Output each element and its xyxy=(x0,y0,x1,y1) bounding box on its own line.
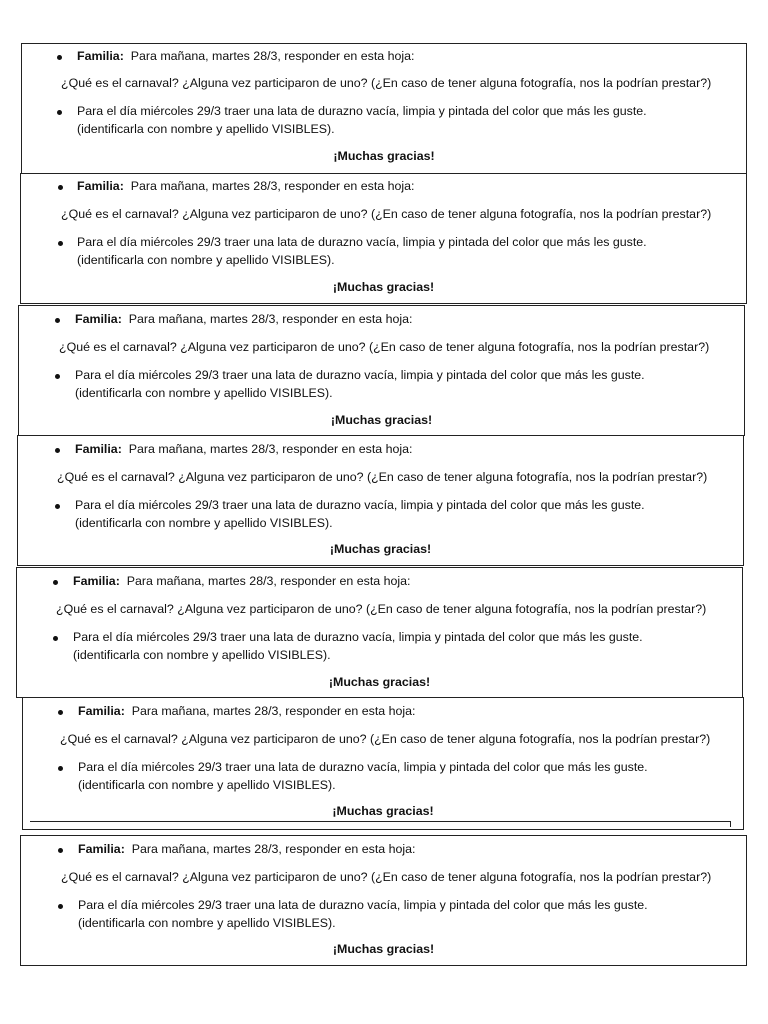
family-instruction xyxy=(78,703,416,720)
thanks-text: ¡Muchas gracias! xyxy=(332,804,434,818)
bullet-icon xyxy=(58,185,63,190)
family-instruction xyxy=(75,311,413,328)
request-line-1: Para el día miércoles 29/3 traer una lata de durazno vacía, limpia y pintada del color que más les guste. xyxy=(77,235,647,249)
question-text: ¿Qué es el carnaval? ¿Alguna vez participaron de uno? (¿En caso de tener alguna fotografía, nos la podrían prestar?) xyxy=(61,870,712,884)
family-instruction xyxy=(78,841,416,858)
divider-line xyxy=(30,821,731,827)
family-instruction xyxy=(77,178,415,195)
family-label: Familia: xyxy=(73,574,120,588)
question-text: ¿Qué es el carnaval? ¿Alguna vez participaron de uno? (¿En caso de tener alguna fotografía, nos la podrían prestar?) xyxy=(59,340,710,354)
family-text: Para mañana, martes 28/3, responder en esta hoja: xyxy=(131,704,416,718)
thanks-text: ¡Muchas gracias! xyxy=(329,542,432,556)
bullet-icon xyxy=(58,848,63,853)
family-instruction xyxy=(73,573,411,590)
bullet-icon xyxy=(58,904,63,909)
family-label: Familia: xyxy=(75,312,122,326)
note-card xyxy=(20,835,747,966)
request-line-1: Para el día miércoles 29/3 traer una lata de durazno vacía, limpia y pintada del color que más les guste. xyxy=(75,498,645,512)
family-text: Para mañana, martes 28/3, responder en esta hoja: xyxy=(130,179,415,193)
bullet-icon xyxy=(55,318,60,323)
question-text: ¿Qué es el carnaval? ¿Alguna vez participaron de uno? (¿En caso de tener alguna fotografía, nos la podrían prestar?) xyxy=(61,76,712,90)
bullet-icon xyxy=(58,241,63,246)
family-label: Familia: xyxy=(77,179,124,193)
note-card xyxy=(17,435,744,566)
request-line-2: (identificarla con nombre y apellido VISIBLES). xyxy=(78,916,336,930)
family-text: Para mañana, martes 28/3, responder en esta hoja: xyxy=(131,842,416,856)
request-line-1: Para el día miércoles 29/3 traer una lata de durazno vacía, limpia y pintada del color que más les guste. xyxy=(78,760,648,774)
bullet-icon xyxy=(58,710,63,715)
question-text: ¿Qué es el carnaval? ¿Alguna vez participaron de uno? (¿En caso de tener alguna fotografía, nos la podrían prestar?) xyxy=(61,207,712,221)
thanks-text: ¡Muchas gracias! xyxy=(332,942,435,956)
family-text: Para mañana, martes 28/3, responder en esta hoja: xyxy=(128,312,413,326)
family-label: Familia: xyxy=(78,704,125,718)
request-line-2: (identificarla con nombre y apellido VISIBLES). xyxy=(77,122,335,136)
request-line-2: (identificarla con nombre y apellido VISIBLES). xyxy=(77,253,335,267)
bullet-icon xyxy=(58,766,63,771)
family-instruction xyxy=(75,441,413,458)
note-card xyxy=(18,305,745,436)
family-text: Para mañana, martes 28/3, responder en esta hoja: xyxy=(130,49,415,63)
family-label: Familia: xyxy=(75,442,122,456)
note-card xyxy=(16,567,743,698)
thanks-text: ¡Muchas gracias! xyxy=(328,675,431,689)
thanks-text: ¡Muchas gracias! xyxy=(332,280,435,294)
request-line-2: (identificarla con nombre y apellido VISIBLES). xyxy=(75,516,333,530)
family-instruction xyxy=(77,48,415,65)
bullet-icon xyxy=(55,448,60,453)
bullet-icon xyxy=(53,636,58,641)
bullet-icon xyxy=(55,374,60,379)
question-text: ¿Qué es el carnaval? ¿Alguna vez participaron de uno? (¿En caso de tener alguna fotografía, nos la podrían prestar?) xyxy=(56,602,707,616)
request-line-2: (identificarla con nombre y apellido VISIBLES). xyxy=(73,648,331,662)
question-text: ¿Qué es el carnaval? ¿Alguna vez participaron de uno? (¿En caso de tener alguna fotografía, nos la podrían prestar?) xyxy=(60,732,711,746)
thanks-text: ¡Muchas gracias! xyxy=(333,149,435,163)
bullet-icon xyxy=(57,110,62,115)
request-line-2: (identificarla con nombre y apellido VISIBLES). xyxy=(78,778,336,792)
request-line-1: Para el día miércoles 29/3 traer una lata de durazno vacía, limpia y pintada del color que más les guste. xyxy=(77,104,647,118)
family-text: Para mañana, martes 28/3, responder en esta hoja: xyxy=(126,574,411,588)
request-line-1: Para el día miércoles 29/3 traer una lata de durazno vacía, limpia y pintada del color que más les guste. xyxy=(73,630,643,644)
request-line-2: (identificarla con nombre y apellido VISIBLES). xyxy=(75,386,333,400)
thanks-text: ¡Muchas gracias! xyxy=(330,413,433,427)
note-card xyxy=(21,43,747,174)
note-card xyxy=(22,697,744,830)
family-label: Familia: xyxy=(78,842,125,856)
bullet-icon xyxy=(55,504,60,509)
bullet-icon xyxy=(57,55,62,60)
request-line-1: Para el día miércoles 29/3 traer una lata de durazno vacía, limpia y pintada del color que más les guste. xyxy=(78,898,648,912)
bullet-icon xyxy=(53,580,58,585)
family-label: Familia: xyxy=(77,49,124,63)
question-text: ¿Qué es el carnaval? ¿Alguna vez participaron de uno? (¿En caso de tener alguna fotografía, nos la podrían prestar?) xyxy=(57,470,708,484)
note-card xyxy=(20,173,747,304)
request-line-1: Para el día miércoles 29/3 traer una lata de durazno vacía, limpia y pintada del color que más les guste. xyxy=(75,368,645,382)
family-text: Para mañana, martes 28/3, responder en esta hoja: xyxy=(128,442,413,456)
